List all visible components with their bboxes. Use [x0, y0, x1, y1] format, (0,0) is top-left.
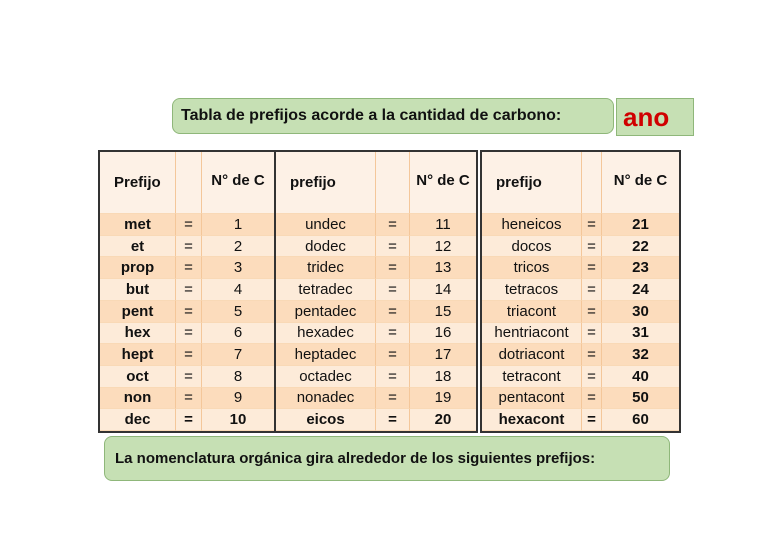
equals-cell: =: [376, 344, 410, 366]
carbon-count-cell: 1: [202, 214, 274, 236]
carbon-count-cell: 30: [602, 301, 679, 323]
equals-cell: =: [582, 344, 602, 366]
prefix-cell: but: [100, 279, 176, 301]
prefix-cell: hex: [100, 323, 176, 345]
suffix-text: ano: [623, 101, 670, 132]
header-prefix: Prefijo: [100, 152, 176, 214]
prefix-cell: non: [100, 388, 176, 410]
carbon-count-cell: 14: [410, 279, 476, 301]
suffix-box: [616, 98, 694, 136]
carbon-count-cell: 4: [202, 279, 274, 301]
carbon-count-cell: 50: [602, 388, 679, 410]
prefix-cell: pent: [100, 301, 176, 323]
title-text: Tabla de prefijos acorde a la cantidad de carbono:: [181, 107, 562, 124]
equals-cell: =: [376, 366, 410, 388]
carbon-count-cell: 17: [410, 344, 476, 366]
carbon-count-cell: 31: [602, 323, 679, 345]
header-spacer: [176, 152, 202, 214]
equals-cell: =: [376, 214, 410, 236]
prefix-table-2: [274, 150, 478, 433]
equals-cell: =: [176, 257, 202, 279]
prefix-cell: dodec: [276, 236, 376, 258]
carbon-count-cell: 11: [410, 214, 476, 236]
carbon-count-cell: 40: [602, 366, 679, 388]
equals-cell: =: [176, 236, 202, 258]
equals-cell: =: [376, 409, 410, 431]
equals-cell: =: [176, 323, 202, 345]
equals-cell: =: [582, 257, 602, 279]
carbon-count-cell: 10: [202, 409, 274, 431]
carbon-count-cell: 23: [602, 257, 679, 279]
equals-cell: =: [376, 236, 410, 258]
prefix-cell: heptadec: [276, 344, 376, 366]
carbon-count-cell: 5: [202, 301, 274, 323]
carbon-count-cell: 20: [410, 409, 476, 431]
carbon-count-cell: 3: [202, 257, 274, 279]
carbon-count-cell: 24: [602, 279, 679, 301]
equals-cell: =: [176, 409, 202, 431]
equals-cell: =: [176, 388, 202, 410]
prefix-cell: dotriacont: [482, 344, 582, 366]
carbon-count-cell: 22: [602, 236, 679, 258]
prefix-cell: docos: [482, 236, 582, 258]
prefix-cell: hept: [100, 344, 176, 366]
prefix-cell: pentadec: [276, 301, 376, 323]
header-prefix: prefijo: [482, 152, 582, 214]
carbon-count-cell: 12: [410, 236, 476, 258]
carbon-count-cell: 16: [410, 323, 476, 345]
carbon-count-cell: 7: [202, 344, 274, 366]
prefix-cell: prop: [100, 257, 176, 279]
equals-cell: =: [376, 279, 410, 301]
prefix-cell: hentriacont: [482, 323, 582, 345]
prefix-cell: tricos: [482, 257, 582, 279]
carbon-count-cell: 9: [202, 388, 274, 410]
equals-cell: =: [582, 301, 602, 323]
footer-text: La nomenclatura orgánica gira alrededor de los siguientes prefijos:: [115, 450, 596, 467]
prefix-cell: hexadec: [276, 323, 376, 345]
prefix-cell: met: [100, 214, 176, 236]
header-spacer: [582, 152, 602, 214]
equals-cell: =: [582, 214, 602, 236]
carbon-count-cell: 2: [202, 236, 274, 258]
equals-cell: =: [176, 214, 202, 236]
header-carbon-count: N° de C: [202, 152, 274, 214]
equals-cell: =: [176, 366, 202, 388]
equals-cell: =: [582, 323, 602, 345]
prefix-cell: heneicos: [482, 214, 582, 236]
header-carbon-count: N° de C: [602, 152, 679, 214]
prefix-cell: oct: [100, 366, 176, 388]
prefix-cell: tetracos: [482, 279, 582, 301]
title-banner: [172, 98, 614, 134]
equals-cell: =: [582, 366, 602, 388]
equals-cell: =: [176, 344, 202, 366]
carbon-count-cell: 32: [602, 344, 679, 366]
prefix-cell: triacont: [482, 301, 582, 323]
prefix-cell: undec: [276, 214, 376, 236]
prefix-cell: eicos: [276, 409, 376, 431]
carbon-count-cell: 60: [602, 409, 679, 431]
prefix-cell: hexacont: [482, 409, 582, 431]
equals-cell: =: [176, 279, 202, 301]
equals-cell: =: [582, 388, 602, 410]
equals-cell: =: [376, 323, 410, 345]
prefix-cell: tetracont: [482, 366, 582, 388]
prefix-cell: pentacont: [482, 388, 582, 410]
header-spacer: [376, 152, 410, 214]
carbon-count-cell: 8: [202, 366, 274, 388]
equals-cell: =: [582, 279, 602, 301]
carbon-count-cell: 13: [410, 257, 476, 279]
prefix-table-1: [98, 150, 274, 433]
prefix-cell: et: [100, 236, 176, 258]
prefix-cell: octadec: [276, 366, 376, 388]
carbon-count-cell: 21: [602, 214, 679, 236]
carbon-count-cell: 19: [410, 388, 476, 410]
prefix-cell: nonadec: [276, 388, 376, 410]
equals-cell: =: [176, 301, 202, 323]
equals-cell: =: [376, 388, 410, 410]
header-carbon-count: N° de C: [410, 152, 476, 214]
equals-cell: =: [376, 257, 410, 279]
equals-cell: =: [582, 409, 602, 431]
carbon-count-cell: 15: [410, 301, 476, 323]
prefix-cell: tridec: [276, 257, 376, 279]
carbon-count-cell: 18: [410, 366, 476, 388]
footer-banner: [104, 436, 670, 481]
carbon-count-cell: 6: [202, 323, 274, 345]
prefix-cell: dec: [100, 409, 176, 431]
equals-cell: =: [376, 301, 410, 323]
prefix-cell: tetradec: [276, 279, 376, 301]
header-prefix: prefijo: [276, 152, 376, 214]
prefix-table-3: [480, 150, 681, 433]
equals-cell: =: [582, 236, 602, 258]
